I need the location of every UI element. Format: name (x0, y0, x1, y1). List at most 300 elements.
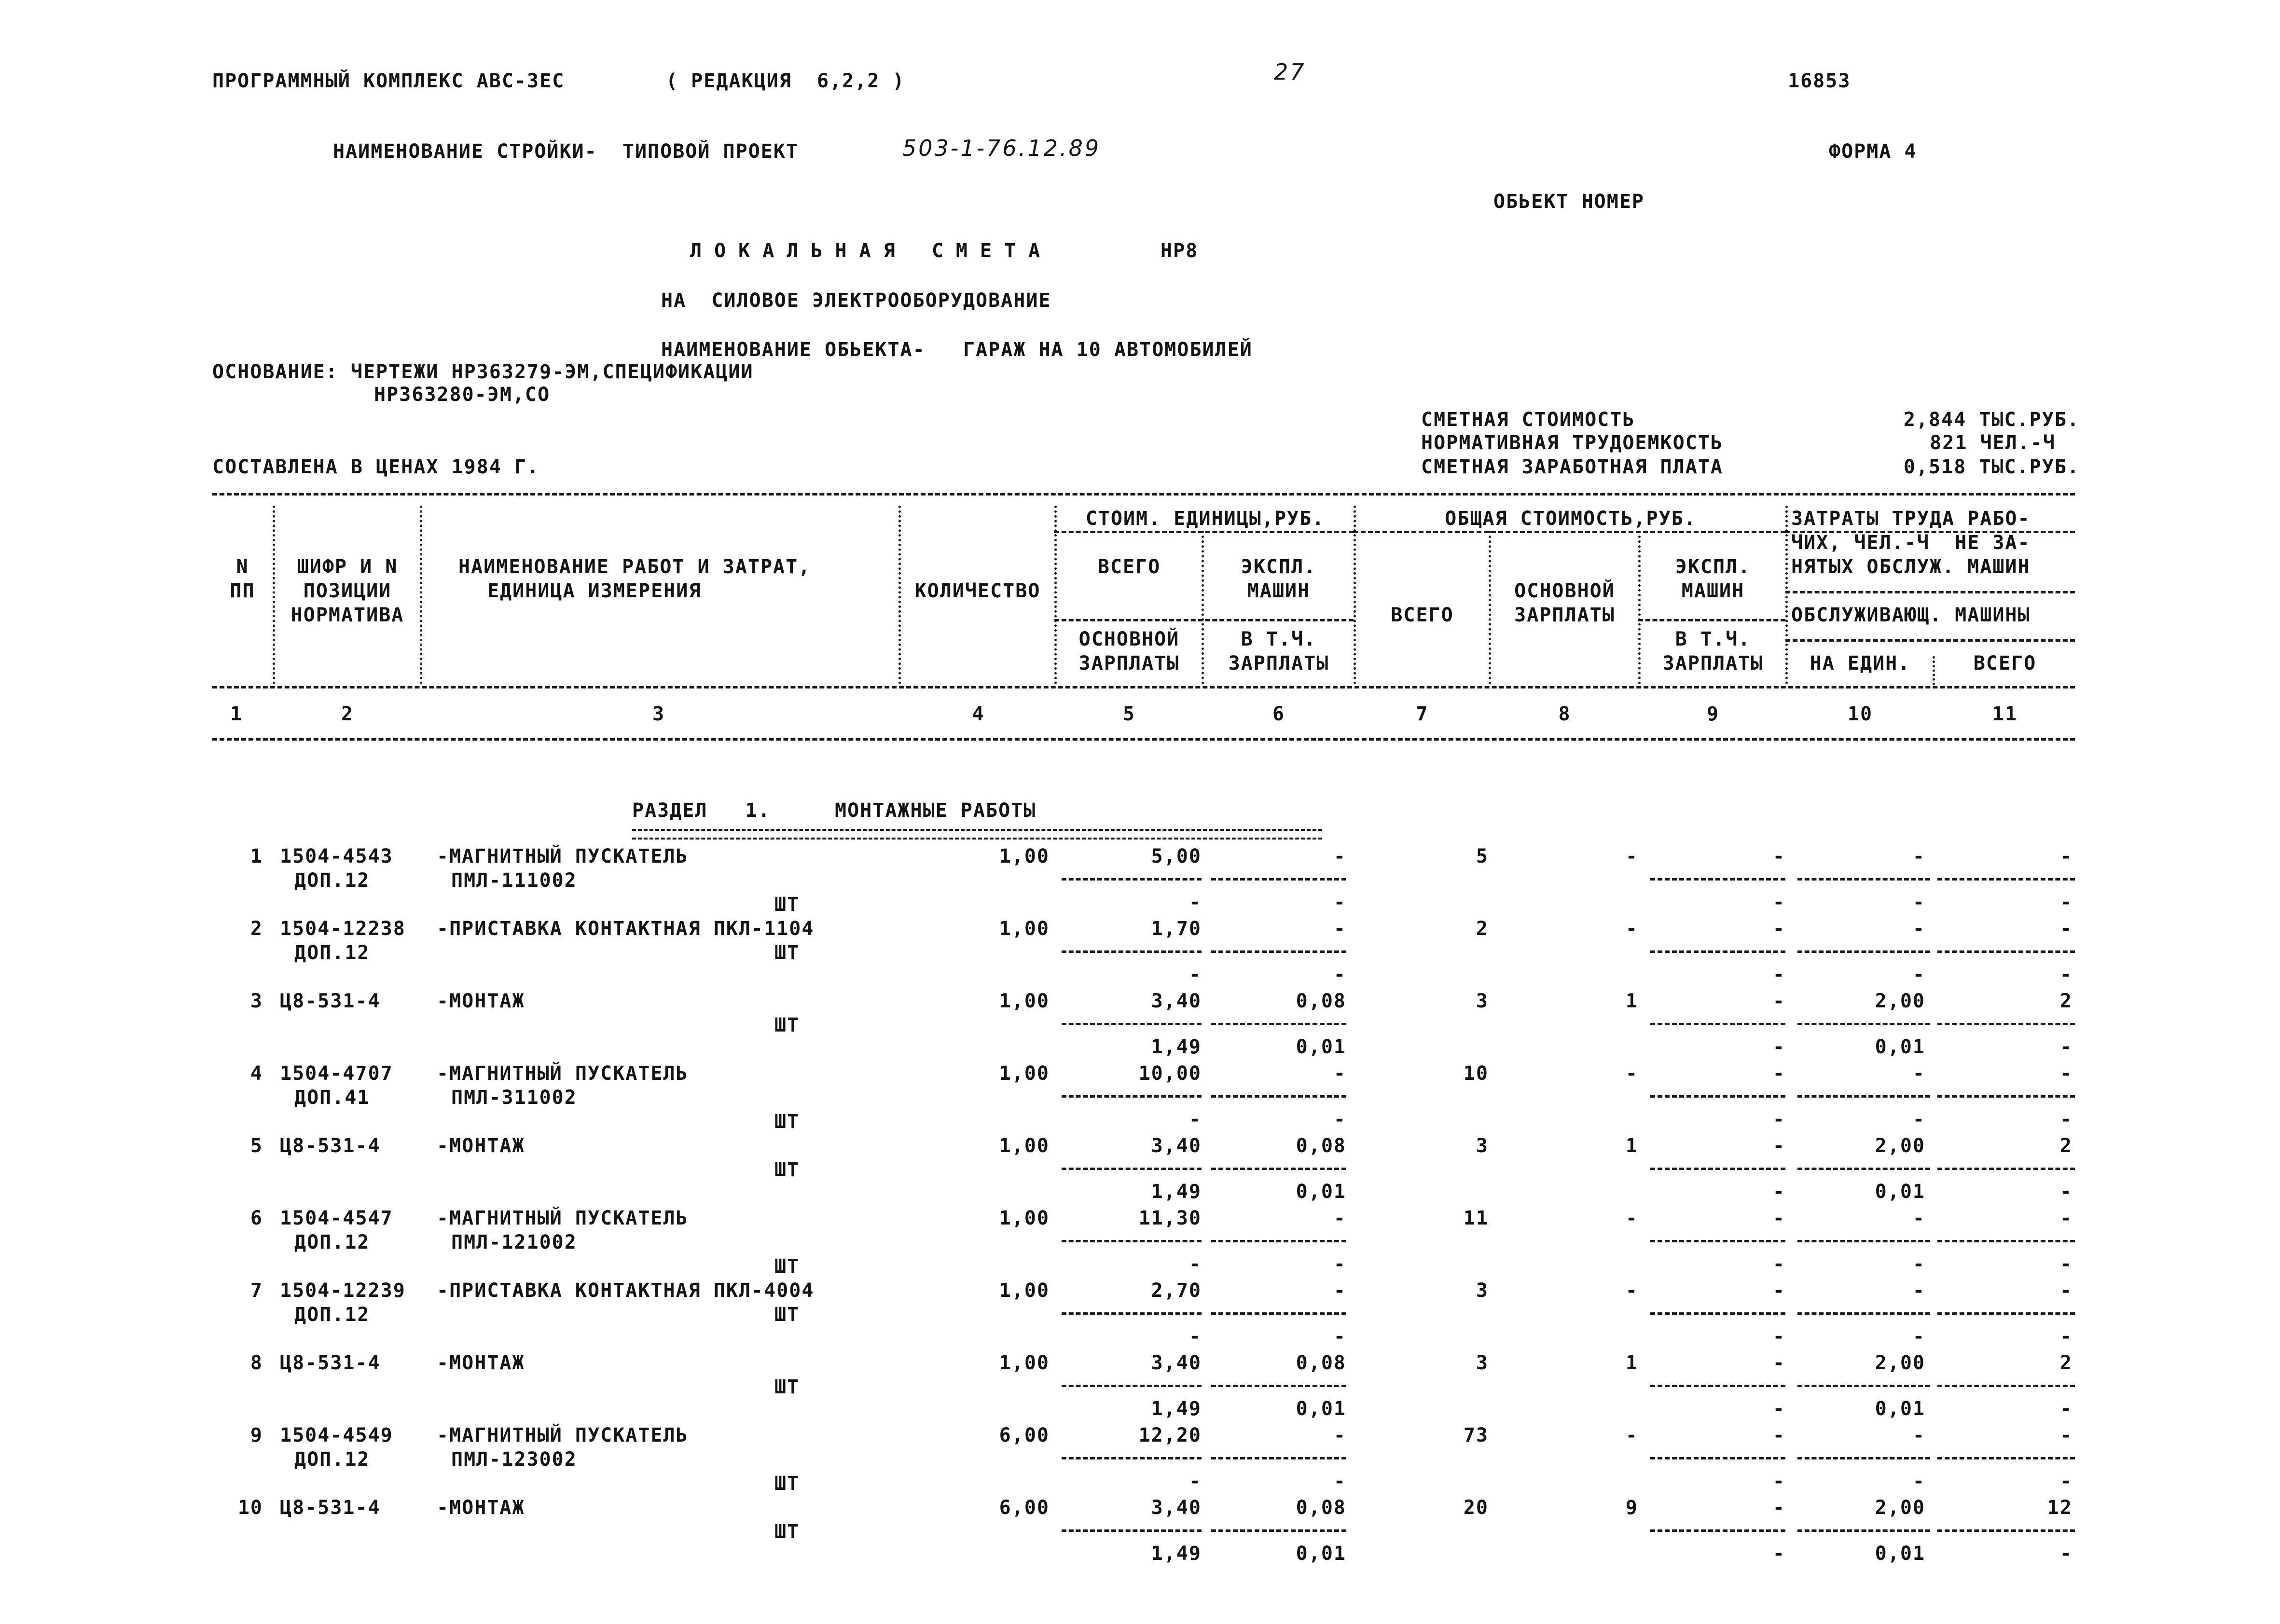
cell-divider (1650, 1168, 1785, 1170)
cell-divider (1211, 1385, 1346, 1387)
quantity: 1,00 (999, 1207, 1050, 1229)
total-machines: - (1772, 918, 1785, 940)
total-machines: - (1772, 1062, 1785, 1085)
work-name: -МОНТАЖ (437, 1135, 525, 1157)
cell-divider (1211, 878, 1346, 881)
unit-cost-total: 3,40 (1151, 1135, 1202, 1157)
norm-code-suffix: ДОП.12 (294, 1231, 370, 1253)
cell-divider (1062, 878, 1202, 881)
labor-per-unit: - (1912, 1062, 1925, 1085)
labor-total-service: - (2059, 1470, 2073, 1492)
cell-divider (1797, 1240, 1930, 1242)
unit-machine-wage: 0,01 (1296, 1036, 1346, 1058)
work-name: -МОНТАЖ (437, 990, 525, 1012)
unit-base-wage: 1,49 (1151, 1181, 1202, 1203)
row-number: 1 (250, 845, 263, 867)
labor-total: - (2059, 845, 2073, 867)
total-base-wage: - (1625, 918, 1638, 940)
group-header-labor: ЗАТРАТЫ ТРУДА РАБО- (1791, 508, 2031, 530)
cell-divider (1650, 1312, 1785, 1315)
labor-total: 2 (2059, 990, 2073, 1012)
work-name: -МАГНИТНЫЙ ПУСКАТЕЛЬ (437, 1062, 689, 1085)
cell-divider (1650, 950, 1785, 953)
col2-header-line3: НОРМАТИВА (290, 604, 404, 626)
unit-base-wage: 1,49 (1151, 1398, 1202, 1420)
col5-header-sub2: ЗАРПЛАТЫ (1078, 652, 1180, 674)
total-cost: 5 (1476, 845, 1489, 867)
col11-header: ВСЕГО (1973, 652, 2037, 674)
norm-code-suffix: ДОП.12 (294, 869, 370, 892)
labor-per-unit: 2,00 (1875, 990, 1925, 1012)
cell-divider (1211, 950, 1346, 953)
unit-cost-machines: - (1333, 918, 1346, 940)
summary-label-wage: СМЕТНАЯ ЗАРАБОТНАЯ ПЛАТА (1421, 456, 1723, 478)
labor-total-service: - (2059, 1542, 2073, 1565)
summary-value-labor: 821 ЧЕЛ.-Ч (1930, 432, 2056, 454)
labor-per-unit: - (1912, 918, 1925, 940)
column-number: 4 (972, 703, 985, 725)
cell-divider (1937, 878, 2075, 881)
labor-per-unit-service: - (1912, 891, 1925, 913)
unit-cost-machines: - (1333, 1280, 1346, 1302)
document-title: ЛОКАЛЬНАЯ СМЕТА (690, 240, 1053, 262)
work-name: -МАГНИТНЫЙ ПУСКАТЕЛЬ (437, 1424, 689, 1446)
cell-divider (1062, 1023, 1202, 1025)
object-name: НАИМЕНОВАНИЕ ОБЬЕКТА- ГАРАЖ НА 10 АВТОМОБИЛЕЙ (661, 339, 1253, 361)
cell-divider (1062, 1529, 1202, 1532)
labor-total-service: - (2059, 1398, 2073, 1420)
norm-code: 1504-4547 (280, 1207, 393, 1229)
unit-base-wage: - (1188, 1253, 1202, 1275)
col9-header-line2: МАШИН (1681, 580, 1745, 602)
cell-divider (1211, 1529, 1346, 1532)
work-name: -МАГНИТНЫЙ ПУСКАТЕЛЬ (437, 845, 689, 867)
norm-code-suffix: ДОП.12 (294, 1304, 370, 1326)
labor-per-unit: - (1912, 1280, 1925, 1302)
total-machines: - (1772, 845, 1785, 867)
unit-cost-machines: - (1333, 1207, 1346, 1229)
total-base-wage: 1 (1625, 990, 1638, 1012)
total-base-wage: 1 (1625, 1352, 1638, 1374)
total-cost: 11 (1463, 1207, 1489, 1229)
total-cost: 73 (1463, 1424, 1489, 1446)
total-machine-wage: - (1772, 1398, 1785, 1420)
work-name-line2: ПМЛ-121002 (451, 1231, 577, 1253)
cell-divider (1797, 1529, 1930, 1532)
col2-header: ШИФР И N (297, 556, 398, 578)
total-base-wage: - (1625, 1424, 1638, 1446)
work-name: -ПРИСТАВКА КОНТАКТНАЯ ПКЛ-1104 (437, 918, 815, 940)
labor-total-service: - (2059, 1253, 2073, 1275)
total-base-wage: 9 (1625, 1497, 1638, 1519)
total-cost: 3 (1476, 990, 1489, 1012)
total-base-wage: - (1625, 845, 1638, 867)
total-base-wage: 1 (1625, 1135, 1638, 1157)
total-machine-wage: - (1772, 891, 1785, 913)
column-number: 7 (1416, 703, 1429, 725)
unit-of-measure: ШТ (774, 1304, 800, 1326)
work-name: -МАГНИТНЫЙ ПУСКАТЕЛЬ (437, 1207, 689, 1229)
unit-cost-total: 5,00 (1151, 845, 1202, 867)
column-number: 5 (1122, 703, 1136, 725)
unit-base-wage: - (1188, 1108, 1202, 1130)
cell-divider (1062, 1312, 1202, 1315)
col6-header-line2: МАШИН (1247, 580, 1311, 602)
section-double-underline (632, 829, 1322, 840)
column-number: 10 (1847, 703, 1873, 725)
unit-of-measure: ШТ (774, 1159, 800, 1181)
quantity: 6,00 (999, 1497, 1050, 1519)
unit-machine-wage: - (1333, 963, 1346, 986)
unit-machine-wage: 0,01 (1296, 1542, 1346, 1565)
total-machine-wage: - (1772, 1181, 1785, 1203)
norm-code-suffix: ДОП.41 (294, 1087, 370, 1109)
group-header-unit-cost: СТОИМ. ЕДИНИЦЫ,РУБ. (1085, 508, 1325, 530)
total-base-wage: - (1625, 1062, 1638, 1085)
cell-divider (1650, 1095, 1785, 1098)
cell-divider (1797, 950, 1930, 953)
document-code: 16853 (1788, 70, 1851, 92)
norm-code: Ц8-531-4 (280, 1135, 381, 1157)
cell-divider (1797, 1168, 1930, 1170)
cell-divider (1211, 1168, 1346, 1170)
unit-cost-total: 3,40 (1151, 1352, 1202, 1374)
row-number: 4 (250, 1062, 263, 1085)
summary-label-labor: НОРМАТИВНАЯ ТРУДОЕМКОСТЬ (1421, 432, 1723, 454)
work-name: -МОНТАЖ (437, 1352, 525, 1374)
unit-cost-total: 11,30 (1138, 1207, 1202, 1229)
labor-per-unit-service: - (1912, 1108, 1925, 1130)
row-number: 9 (250, 1424, 263, 1446)
total-cost: 3 (1476, 1280, 1489, 1302)
cell-divider (1650, 1457, 1785, 1459)
total-machines: - (1772, 1280, 1785, 1302)
labor-total: 2 (2059, 1135, 2073, 1157)
unit-cost-machines: 0,08 (1296, 1135, 1346, 1157)
section-number: РАЗДЕЛ 1. (632, 799, 771, 822)
quantity: 1,00 (999, 1280, 1050, 1302)
form-number: ФОРМА 4 (1829, 140, 1917, 163)
unit-cost-total: 12,20 (1138, 1424, 1202, 1446)
norm-code: 1504-12238 (280, 918, 406, 940)
col1-header: N (236, 556, 249, 578)
cell-divider (1797, 1095, 1930, 1098)
labor-total: - (2059, 1062, 2073, 1085)
total-machines: - (1772, 990, 1785, 1012)
unit-machine-wage: - (1333, 1253, 1346, 1275)
cell-divider (1062, 1095, 1202, 1098)
unit-machine-wage: - (1333, 1470, 1346, 1492)
unit-base-wage: - (1188, 891, 1202, 913)
labor-total: - (2059, 918, 2073, 940)
row-number: 2 (250, 918, 263, 940)
group-header-labor-line2: ЧИХ, ЧЕЛ.-Ч НЕ ЗА- (1791, 532, 2031, 554)
total-cost: 10 (1463, 1062, 1489, 1085)
handwritten-page-number: 27 (1274, 59, 1306, 85)
col8-header-line2: ЗАРПЛАТЫ (1514, 604, 1615, 626)
col8-header: ОСНОВНОЙ (1514, 580, 1615, 602)
unit-base-wage: 1,49 (1151, 1542, 1202, 1565)
unit-cost-total: 1,70 (1151, 918, 1202, 940)
object-number-label: ОБЬЕКТ НОМЕР (1493, 191, 1644, 213)
unit-machine-wage: - (1333, 1325, 1346, 1348)
total-base-wage: - (1625, 1207, 1638, 1229)
unit-cost-total: 3,40 (1151, 1497, 1202, 1519)
total-machine-wage: - (1772, 1036, 1785, 1058)
cell-divider (1937, 1168, 2075, 1170)
cell-divider (1937, 1240, 2075, 1242)
unit-cost-machines: 0,08 (1296, 990, 1346, 1012)
norm-code-suffix: ДОП.12 (294, 942, 370, 964)
group-header-total-cost: ОБЩАЯ СТОИМОСТЬ,РУБ. (1445, 508, 1697, 530)
norm-code: 1504-4543 (280, 845, 393, 867)
section-title: МОНТАЖНЫЕ РАБОТЫ (835, 799, 1036, 822)
total-machine-wage: - (1772, 1542, 1785, 1565)
subrule-labor-2 (1785, 639, 2075, 642)
labor-per-unit: - (1912, 845, 1925, 867)
basis-line-1: ОСНОВАНИЕ: ЧЕРТЕЖИ НР363279-ЭМ,СПЕЦИФИКАЦИИ (212, 361, 754, 383)
labor-per-unit-service: - (1912, 1253, 1925, 1275)
group-rule-total-cost (1354, 531, 1785, 533)
unit-machine-wage: - (1333, 891, 1346, 913)
cell-divider (1650, 1529, 1785, 1532)
total-cost: 3 (1476, 1352, 1489, 1374)
unit-base-wage: - (1188, 1470, 1202, 1492)
column-number: 2 (341, 703, 354, 725)
col10-header: НА ЕДИН. (1810, 652, 1911, 674)
unit-cost-total: 3,40 (1151, 990, 1202, 1012)
col7-header: ВСЕГО (1391, 604, 1454, 626)
column-number: 11 (1992, 703, 2018, 725)
labor-total: - (2059, 1207, 2073, 1229)
norm-code: 1504-4707 (280, 1062, 393, 1085)
cell-divider (1797, 1312, 1930, 1315)
column-number: 3 (652, 703, 665, 725)
col4-header: КОЛИЧЕСТВО (914, 580, 1041, 602)
unit-cost-machines: - (1333, 845, 1346, 867)
cell-divider (1937, 1529, 2075, 1532)
quantity: 1,00 (999, 1062, 1050, 1085)
quantity: 1,00 (999, 1135, 1050, 1157)
total-cost: 2 (1476, 918, 1489, 940)
cell-divider (1211, 1095, 1346, 1098)
cell-divider (1650, 1240, 1785, 1242)
construction-label: НАИМЕНОВАНИЕ СТРОЙКИ- ТИПОВОЙ ПРОЕКТ (333, 140, 799, 163)
header-bottom-rule (212, 686, 2075, 688)
col9-header-sub: В Т.Ч. (1675, 628, 1751, 650)
cell-divider (1211, 1312, 1346, 1315)
unit-of-measure: ШТ (774, 1473, 800, 1495)
labor-per-unit: 2,00 (1875, 1352, 1925, 1374)
total-machine-wage: - (1772, 1108, 1785, 1130)
total-machines: - (1772, 1135, 1785, 1157)
unit-cost-machines: 0,08 (1296, 1352, 1346, 1374)
work-name-line2: ПМЛ-111002 (451, 869, 577, 892)
quantity: 6,00 (999, 1424, 1050, 1446)
group-header-labor-line3: НЯТЫХ ОБСЛУЖ. МАШИН (1791, 556, 2031, 578)
cell-divider (1937, 1023, 2075, 1025)
col9-header-sub2: ЗАРПЛАТЫ (1662, 652, 1764, 674)
quantity: 1,00 (999, 918, 1050, 940)
program-name: ПРОГРАММНЫЙ КОМПЛЕКС АВС-ЗЕС (212, 70, 565, 92)
norm-code: Ц8-531-4 (280, 990, 381, 1012)
total-machines: - (1772, 1352, 1785, 1374)
document-title-code: НР8 (1161, 240, 1199, 262)
total-machines: - (1772, 1207, 1785, 1229)
labor-total-service: - (2059, 1036, 2073, 1058)
total-machine-wage: - (1772, 1470, 1785, 1492)
norm-code: 1504-12239 (280, 1280, 406, 1302)
cell-divider (1937, 950, 2075, 953)
unit-cost-machines: 0,08 (1296, 1497, 1346, 1519)
cell-divider (1650, 878, 1785, 881)
work-name: -ПРИСТАВКА КОНТАКТНАЯ ПКЛ-4004 (437, 1280, 815, 1302)
column-numbers-rule (212, 738, 2075, 741)
unit-machine-wage: 0,01 (1296, 1398, 1346, 1420)
norm-code: 1504-4549 (280, 1424, 393, 1446)
labor-total-service: - (2059, 1325, 2073, 1348)
total-cost: 3 (1476, 1135, 1489, 1157)
cell-divider (1937, 1457, 2075, 1459)
col3-header-line2: ЕДИНИЦА ИЗМЕРЕНИЯ (487, 580, 702, 602)
group-rule-unit-cost (1054, 531, 1354, 533)
labor-per-unit: 2,00 (1875, 1135, 1925, 1157)
summary-value-cost: 2,844 ТЫС.РУБ. (1903, 409, 2080, 431)
labor-total-service: - (2059, 891, 2073, 913)
row-number: 8 (250, 1352, 263, 1374)
document-subtitle: НА СИЛОВОЕ ЭЛЕКТРООБОРУДОВАНИЕ (661, 289, 1051, 312)
unit-of-measure: ШТ (774, 942, 800, 964)
labor-per-unit: - (1912, 1424, 1925, 1446)
subrule-unit-cost (1054, 619, 1354, 621)
cell-divider (1062, 950, 1202, 953)
total-machines: - (1772, 1424, 1785, 1446)
work-name-line2: ПМЛ-123002 (451, 1448, 577, 1471)
unit-of-measure: ШТ (774, 1111, 800, 1133)
unit-cost-machines: - (1333, 1424, 1346, 1446)
column-number: 8 (1558, 703, 1571, 725)
unit-cost-total: 2,70 (1151, 1280, 1202, 1302)
labor-per-unit-service: - (1912, 963, 1925, 986)
row-number: 6 (250, 1207, 263, 1229)
labor-per-unit-service: 0,01 (1875, 1036, 1925, 1058)
summary-value-wage: 0,518 ТЫС.РУБ. (1903, 456, 2080, 478)
quantity: 1,00 (999, 845, 1050, 867)
column-number: 1 (230, 703, 243, 725)
labor-per-unit-service: 0,01 (1875, 1542, 1925, 1565)
cell-divider (1062, 1385, 1202, 1387)
work-name: -МОНТАЖ (437, 1497, 525, 1519)
unit-cost-machines: - (1333, 1062, 1346, 1085)
col5-header: ВСЕГО (1097, 556, 1161, 578)
labor-per-unit: - (1912, 1207, 1925, 1229)
total-base-wage: - (1625, 1280, 1638, 1302)
labor-total: - (2059, 1280, 2073, 1302)
cell-divider (1062, 1240, 1202, 1242)
cell-divider (1062, 1168, 1202, 1170)
program-edition: ( РЕДАКЦИЯ 6,2,2 ) (666, 70, 905, 92)
summary-label-cost: СМЕТНАЯ СТОИМОСТЬ (1421, 409, 1635, 431)
total-cost: 20 (1463, 1497, 1489, 1519)
total-machines: - (1772, 1497, 1785, 1519)
unit-base-wage: - (1188, 963, 1202, 986)
prices-year: СОСТАВЛЕНА В ЦЕНАХ 1984 Г. (212, 456, 540, 478)
cell-divider (1937, 1312, 2075, 1315)
cell-divider (1797, 1023, 1930, 1025)
cell-divider (1937, 1095, 2075, 1098)
unit-of-measure: ШТ (774, 1376, 800, 1398)
column-number: 6 (1272, 703, 1285, 725)
col9-header: ЭКСПЛ. (1675, 556, 1751, 578)
unit-base-wage: 1,49 (1151, 1036, 1202, 1058)
labor-total: 2 (2059, 1352, 2073, 1374)
unit-cost-total: 10,00 (1138, 1062, 1202, 1085)
labor-per-unit-service: - (1912, 1470, 1925, 1492)
col6-header-sub: В Т.Ч. (1241, 628, 1317, 650)
subrule-total-cost (1638, 619, 1785, 621)
row-number: 10 (237, 1497, 263, 1519)
col3-header: НАИМЕНОВАНИЕ РАБОТ И ЗАТРАТ, (458, 556, 811, 578)
cell-divider (1211, 1023, 1346, 1025)
labor-per-unit-service: - (1912, 1325, 1925, 1348)
column-number: 9 (1706, 703, 1720, 725)
labor-total-service: - (2059, 1181, 2073, 1203)
cell-divider (1937, 1385, 2075, 1387)
norm-code-suffix: ДОП.12 (294, 1448, 370, 1471)
unit-base-wage: - (1188, 1325, 1202, 1348)
unit-of-measure: ШТ (774, 1521, 800, 1543)
labor-per-unit-service: 0,01 (1875, 1398, 1925, 1420)
unit-of-measure: ШТ (774, 894, 800, 916)
col5-header-sub: ОСНОВНОЙ (1078, 628, 1180, 650)
table-top-rule (212, 493, 2075, 495)
norm-code: Ц8-531-4 (280, 1352, 381, 1374)
unit-machine-wage: - (1333, 1108, 1346, 1130)
labor-total-service: - (2059, 963, 2073, 986)
row-number: 3 (250, 990, 263, 1012)
row-number: 7 (250, 1280, 263, 1302)
unit-of-measure: ШТ (774, 1014, 800, 1036)
work-name-line2: ПМЛ-311002 (451, 1087, 577, 1109)
subrule-labor-1 (1785, 591, 2075, 593)
cell-divider (1211, 1240, 1346, 1242)
labor-total: 12 (2047, 1497, 2073, 1519)
quantity: 1,00 (999, 990, 1050, 1012)
total-machine-wage: - (1772, 1253, 1785, 1275)
cell-divider (1650, 1385, 1785, 1387)
labor-per-unit-service: 0,01 (1875, 1181, 1925, 1203)
unit-machine-wage: 0,01 (1296, 1181, 1346, 1203)
column-separator (420, 506, 422, 684)
cell-divider (1797, 1385, 1930, 1387)
labor-total: - (2059, 1424, 2073, 1446)
row-number: 5 (250, 1135, 263, 1157)
cell-divider (1797, 878, 1930, 881)
handwritten-project-number: 503-1-76.12.89 (902, 135, 1101, 161)
basis-line-2: НР363280-ЭМ,СО (374, 384, 551, 406)
labor-total-service: - (2059, 1108, 2073, 1130)
cell-divider (1797, 1457, 1930, 1459)
quantity: 1,00 (999, 1352, 1050, 1374)
cell-divider (1650, 1023, 1785, 1025)
unit-of-measure: ШТ (774, 1255, 800, 1278)
col2-header-line2: ПОЗИЦИИ (303, 580, 392, 602)
col6-header: ЭКСПЛ. (1241, 556, 1317, 578)
total-machine-wage: - (1772, 1325, 1785, 1348)
group-header-labor-line4: ОБСЛУЖИВАЮЩ. МАШИНЫ (1791, 604, 2031, 626)
cell-divider (1062, 1457, 1202, 1459)
norm-code: Ц8-531-4 (280, 1497, 381, 1519)
